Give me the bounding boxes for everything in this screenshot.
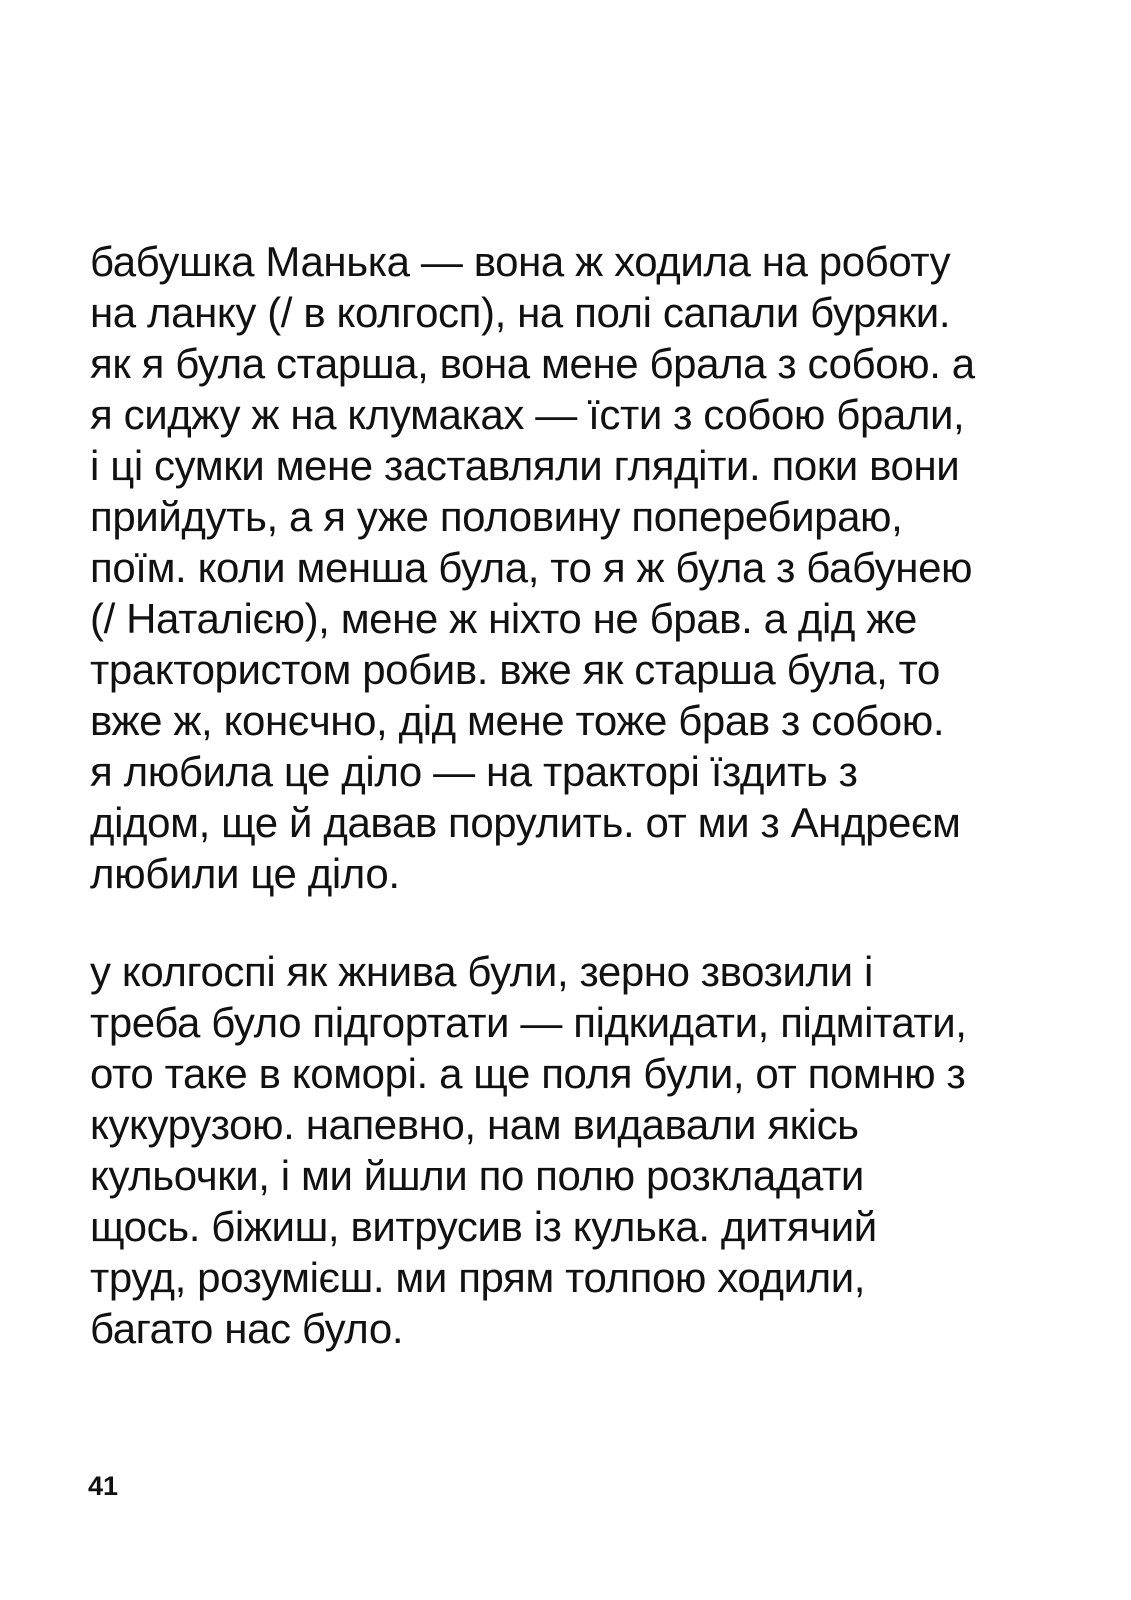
paragraph: [90, 236, 1050, 899]
text-line: треба було підгортати — підкидати, підмітати,: [90, 999, 967, 1046]
text-line: поїм. коли менша була, то я ж була з бабунею: [90, 544, 973, 591]
text-line: прийдуть, а я уже половину поперебираю,: [90, 493, 903, 540]
text-line: ото таке в коморі. а ще поля були, от помню з: [90, 1050, 966, 1097]
text-line: (/ Наталією), мене ж ніхто не брав. а дід же: [90, 595, 917, 642]
text-line: щось. біжиш, витрусив із кулька. дитячий: [90, 1203, 877, 1250]
text-line: і ці сумки мене заставляли глядіти. поки вони: [90, 442, 960, 489]
text-line: на ланку (/ в колгосп), на полі сапали буряки.: [90, 289, 951, 336]
text-line: як я була старша, вона мене брала з собою. а: [90, 340, 975, 387]
paragraph: [90, 946, 1050, 1354]
text-line: бабушка Манька — вона ж ходила на роботу: [90, 238, 951, 285]
text-line: у колгоспі як жнива були, зерно звозили і: [90, 948, 873, 995]
text-line: кукурузою. напевно, нам видавали якісь: [90, 1101, 859, 1148]
page-number: 41: [88, 1471, 119, 1501]
text-line: трактористом робив. вже як старша була, то: [90, 646, 940, 693]
text-line: багато нас було.: [90, 1305, 404, 1352]
text-line: вже ж, конєчно, дід мене тоже брав з собою.: [90, 697, 945, 744]
text-line: кульочки, і ми йшли по полю розкладати: [90, 1152, 864, 1199]
text-line: любили це діло.: [90, 850, 400, 897]
text-line: я любила це діло — на тракторі їздить з: [90, 748, 858, 795]
text-line: труд, розумієш. ми прям толпою ходили,: [90, 1254, 866, 1301]
text-line: дідом, ще й давав порулить. от ми з Андреєм: [90, 799, 961, 846]
text-line: я сиджу ж на клумаках — їсти з собою брали,: [90, 391, 965, 438]
